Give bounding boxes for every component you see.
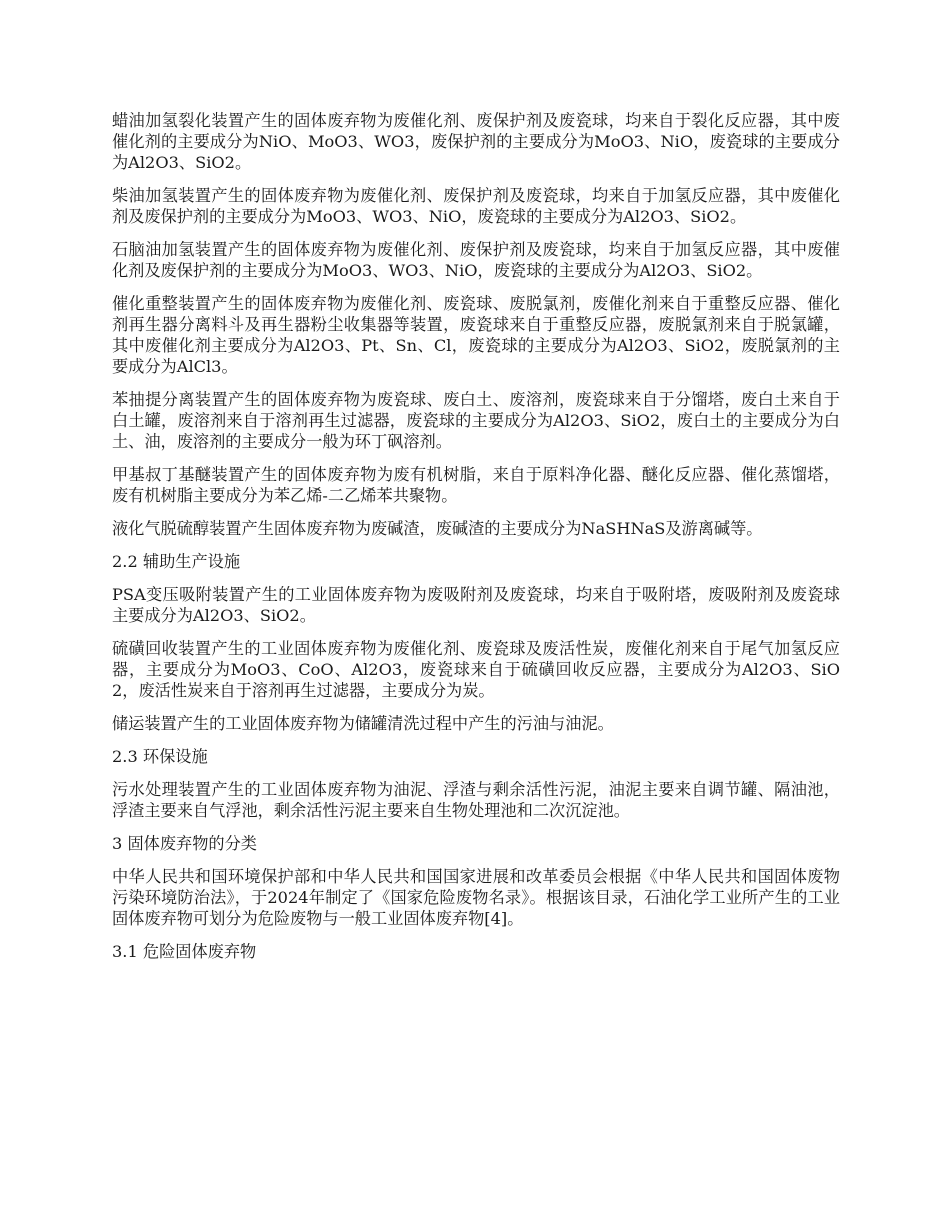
para-catalytic-reforming: 催化重整装置产生的固体废弃物为废催化剂、废瓷球、废脱氯剂，废催化剂来自于重整反应器、催化剂再生器分离料斗及再生器粉尘收集器等装置，废瓷球来自于重整反应器，废脱氯剂来自于脱氯罐，其中废催化剂主要成分为Al2O3、Pt、Sn、Cl，废瓷球的主要成分为Al2O3、SiO2，废脱氯剂的主要成分为AlCl3。 bbox=[112, 294, 840, 376]
document-page bbox=[112, 110, 840, 974]
para-benzene-extraction: 苯抽提分离装置产生的固体废弃物为废瓷球、废白土、废溶剂，废瓷球来自于分馏塔，废白土来自于白土罐，废溶剂来自于溶剂再生过滤器，废瓷球的主要成分为Al2O3、SiO2，废白土的主要成分为白土、油，废溶剂的主要成分一般为环丁砜溶剂。 bbox=[112, 390, 840, 451]
para-lpg-desulfurization: 液化气脱硫醇装置产生固体废弃物为废碱渣，废碱渣的主要成分为NaSHNaS及游离碱等。 bbox=[112, 519, 763, 538]
para-sulfur-recovery: 硫磺回收装置产生的工业固体废弃物为废催化剂、废瓷球及废活性炭，废催化剂来自于尾气加氢反应器，主要成分为MoO3、CoO、Al2O3，废瓷球来自于硫磺回收反应器，主要成分为Al2O3、SiO2，废活性炭来自于溶剂再生过滤器，主要成分为炭。 bbox=[112, 639, 840, 700]
para-storage-transport: 储运装置产生的工业固体废弃物为储罐清洗过程中产生的污油与油泥。 bbox=[112, 714, 614, 733]
para-wax-oil-hydrocracking: 蜡油加氢裂化装置产生的固体废弃物为废催化剂、废保护剂及废瓷球，均来自于裂化反应器，其中废催化剂的主要成分为NiO、MoO3、WO3，废保护剂的主要成分为MoO3、NiO，废瓷球的主要成分为Al2O3、SiO2。 bbox=[112, 111, 840, 172]
para-mtbe-unit: 甲基叔丁基醚装置产生的固体废弃物为废有机树脂，来自于原料净化器、醚化反应器、催化蒸馏塔，废有机树脂主要成分为苯乙烯-二乙烯苯共聚物。 bbox=[112, 465, 840, 505]
para-classification-law: 中华人民共和国环境保护部和中华人民共和国国家进展和改革委员会根据《中华人民共和国固体废物污染环境防治法》，于2024年制定了《国家危险废物名录》。根据该目录，石油化学工业所产生的工业固体废弃物可划分为危险废物与一般工业固体废弃物[4]。 bbox=[112, 867, 840, 928]
para-naphtha-hydrogenation: 石脑油加氢装置产生的固体废弃物为废催化剂、废保护剂及废瓷球，均来自于加氢反应器，其中废催化剂及废保护剂的主要成分为MoO3、WO3、NiO，废瓷球的主要成分为Al2O3、SiO2。 bbox=[112, 240, 840, 280]
heading-3: 3 固体废弃物的分类 bbox=[112, 834, 257, 853]
para-psa-adsorption: PSA变压吸附装置产生的工业固体废弃物为废吸附剂及废瓷球，均来自于吸附塔，废吸附剂及废瓷球主要成分为Al2O3、SiO2。 bbox=[112, 585, 840, 625]
heading-2-2: 2.2 辅助生产设施 bbox=[112, 552, 241, 571]
para-wastewater-treatment: 污水处理装置产生的工业固体废弃物为油泥、浮渣与剩余活性污泥，油泥主要来自调节罐、隔油池，浮渣主要来自气浮池，剩余活性污泥主要来自生物处理池和二次沉淀池。 bbox=[112, 780, 840, 820]
heading-3-1: 3.1 危险固体废弃物 bbox=[112, 942, 257, 961]
para-diesel-hydrogenation: 柴油加氢装置产生的固体废弃物为废催化剂、废保护剂及废瓷球，均来自于加氢反应器，其中废催化剂及废保护剂的主要成分为MoO3、WO3、NiO，废瓷球的主要成分为Al2O3、SiO2。 bbox=[112, 186, 840, 226]
heading-2-3: 2.3 环保设施 bbox=[112, 747, 208, 766]
